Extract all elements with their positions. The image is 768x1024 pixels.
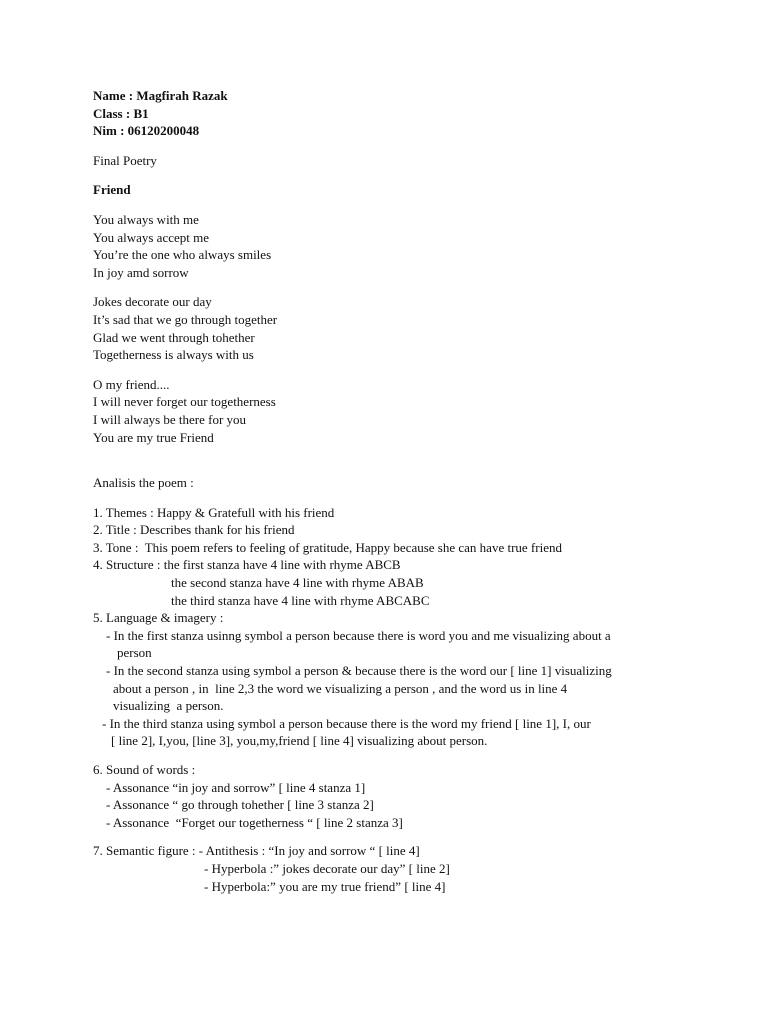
language-item-cont: visualizing a person.	[113, 698, 224, 714]
poem-title: Friend	[93, 182, 131, 198]
sound-item: - Assonance “in joy and sorrow” [ line 4 stanza 1]	[106, 779, 366, 795]
analysis-heading: Analisis the poem :	[93, 475, 194, 491]
analysis-themes: 1. Themes : Happy & Gratefull with his friend	[93, 504, 335, 520]
poem-line: Togetherness is always with us	[93, 347, 254, 363]
student-name: Name : Magfirah Razak	[93, 88, 228, 103]
sound-item: - Assonance “ go through tohether [ line 3 stanza 2]	[106, 797, 374, 813]
poem-line: You are my true Friend	[93, 429, 214, 445]
language-item: - In the third stanza using symbol a person because there is the word my friend [ line 1], I, our	[102, 715, 591, 731]
language-item-cont: [ line 2], I,you, [line 3], you,my,friend [ line 4] visualizing about person.	[111, 733, 488, 749]
analysis-tone: 3. Tone : This poem refers to feeling of gratitude, Happy because she can have true friend	[93, 539, 562, 555]
poem-line: You always accept me	[93, 229, 210, 245]
poem-line: It’s sad that we go through together	[93, 311, 278, 327]
assignment-title: Final Poetry	[93, 152, 157, 168]
analysis-title: 2. Title : Describes thank for his friend	[93, 522, 295, 538]
analysis-structure-cont: the second stanza have 4 line with rhyme ABAB	[171, 575, 424, 591]
semantic-heading: 7. Semantic figure : - Antithesis : “In joy and sorrow “ [ line 4]	[93, 843, 420, 859]
analysis-structure: 4. Structure : the first stanza have 4 line with rhyme ABCB	[93, 557, 401, 573]
document-body	[93, 87, 733, 895]
language-item: - In the second stanza using symbol a person & because there is the word our [ line 1] visualizing	[106, 663, 612, 679]
language-heading: 5. Language & imagery :	[93, 610, 224, 626]
language-item: - In the first stanza usinng symbol a person because there is word you and me visualizing about a	[106, 627, 611, 643]
analysis-structure-cont: the third stanza have 4 line with rhyme ABCABC	[171, 592, 430, 608]
semantic-item: - Hyperbola:” you are my true friend” [ line 4]	[204, 878, 446, 894]
student-class: Class : B1	[93, 105, 149, 121]
poem-line: You always with me	[93, 211, 199, 227]
semantic-item: - Hyperbola :” jokes decorate our day” [ line 2]	[204, 860, 450, 876]
poem-line: Glad we went through tohether	[93, 329, 255, 345]
poem-line: I will never forget our togetherness	[93, 394, 276, 410]
poem-stanza-1	[93, 211, 733, 281]
poem-line: O my friend....	[93, 376, 170, 392]
sound-heading: 6. Sound of words :	[93, 762, 196, 777]
language-item-cont: person	[117, 645, 152, 661]
language-item-cont: about a person , in line 2,3 the word we visualizing a person , and the word us in line 4	[113, 680, 568, 696]
sound-item: - Assonance “Forget our togetherness “ [ line 2 stanza 3]	[106, 814, 403, 830]
poem-line: I will always be there for you	[93, 411, 247, 427]
poem-line: You’re the one who always smiles	[93, 247, 272, 263]
poem-line: Jokes decorate our day	[93, 294, 212, 310]
poem-stanza-3	[93, 376, 733, 446]
poem-line: In joy amd sorrow	[93, 264, 189, 280]
poem-stanza-2	[93, 293, 733, 363]
student-nim: Nim : 06120200048	[93, 123, 200, 139]
